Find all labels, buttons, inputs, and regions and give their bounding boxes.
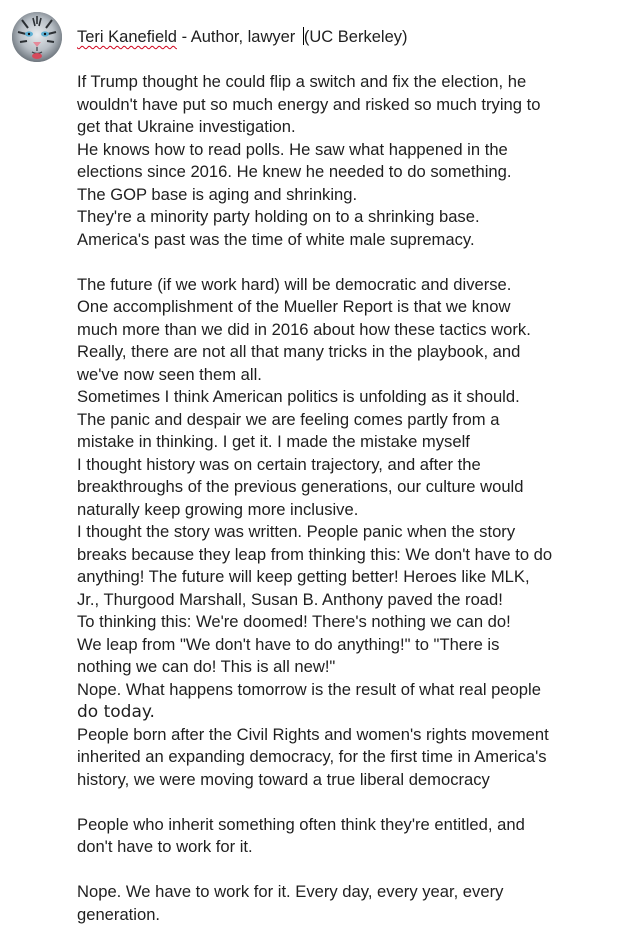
- post-line: People who inherit something often think they're entitled, and: [77, 814, 525, 834]
- post-line: history, we were moving toward a true liberal democracy: [77, 769, 490, 789]
- post-line: inherited an expanding democracy, for the first time in America's: [77, 747, 547, 766]
- post-line: we've now seen them all.: [77, 364, 262, 384]
- post-line: The panic and despair we are feeling comes partly from a: [77, 409, 500, 429]
- post-line: To thinking this: We're doomed! There's nothing we can do!: [77, 612, 511, 631]
- author-title: Author, lawyer: [190, 28, 300, 46]
- post-line: Nope. We have to work for it. Every day, every year, every: [77, 882, 504, 901]
- post-line: breakthroughs of the previous generations, our culture would: [77, 477, 524, 496]
- post-line: One accomplishment of the Mueller Report is that we know: [77, 297, 511, 316]
- post-line: do today.: [77, 702, 155, 722]
- post-line: Jr., Thurgood Marshall, Susan B. Anthony paved the road!: [77, 589, 503, 609]
- post-line: We leap from "We don't have to do anything!" to "There is: [77, 634, 500, 654]
- post-line: get that Ukraine investigation.: [77, 117, 296, 136]
- post-line: naturally keep growing more inclusive.: [77, 499, 359, 519]
- post-line: much more than we did in 2016 about how these tactics work.: [77, 319, 531, 339]
- author-separator: -: [176, 28, 191, 46]
- post-line: Nope. What happens tomorrow is the result of what real people: [77, 679, 541, 699]
- blank-line: [77, 791, 597, 814]
- post-line: mistake in thinking. I get it. I made the mistake myself: [77, 432, 470, 451]
- post-line: elections since 2016. He knew he needed to do something.: [77, 162, 512, 181]
- post-line: nothing we can do! This is all new!": [77, 657, 336, 676]
- post-line: I thought the story was written. People panic when the story: [77, 522, 516, 541]
- author-affiliation: (UC Berkeley): [303, 28, 408, 46]
- post-line: breaks because they leap from thinking this: We don't have to do: [77, 544, 553, 564]
- post-line: anything! The future will keep getting better! Heroes like MLK,: [77, 567, 530, 586]
- post-body: [77, 71, 597, 926]
- post-line: America's past was the time of white male supremacy.: [77, 229, 475, 249]
- post-line: generation.: [77, 904, 161, 924]
- post-line: They're a minority party holding on to a shrinking base.: [77, 207, 480, 226]
- post-line: He knows how to read polls. He saw what happened in the: [77, 139, 508, 159]
- blank-line: [77, 859, 597, 882]
- post-line: Really, there are not all that many tricks in the playbook, and: [77, 342, 521, 361]
- author-name[interactable]: Teri Kanefield: [77, 28, 177, 46]
- post-line: I thought history was on certain trajectory, and after the: [77, 454, 481, 474]
- post-line: Sometimes I think American politics is unfolding as it should.: [77, 387, 520, 406]
- avatar[interactable]: [12, 12, 62, 62]
- post-line: wouldn't have put so much energy and risked so much trying to: [77, 94, 541, 114]
- post-line: The GOP base is aging and shrinking.: [77, 184, 358, 204]
- post-header: [77, 27, 408, 47]
- post-line: The future (if we work hard) will be democratic and diverse.: [77, 274, 512, 294]
- post-line: don't have to work for it.: [77, 837, 253, 856]
- blank-line: [77, 251, 597, 274]
- white-tiger-avatar-icon: [12, 12, 62, 62]
- post-line: If Trump thought he could flip a switch and fix the election, he: [77, 72, 527, 91]
- post-line: People born after the Civil Rights and women's rights movement: [77, 724, 549, 744]
